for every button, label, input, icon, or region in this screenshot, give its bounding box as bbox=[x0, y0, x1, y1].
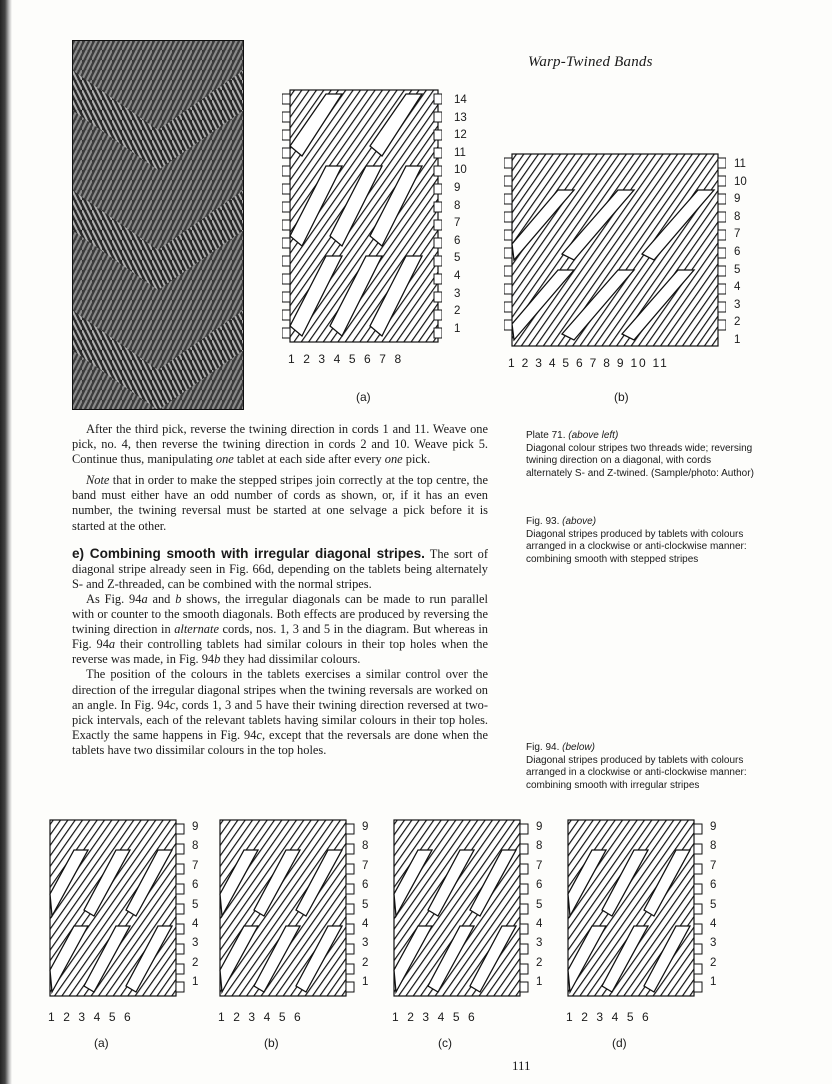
pick-number: 3 bbox=[734, 298, 741, 311]
pick-number: 5 bbox=[710, 898, 717, 911]
pick-number: 9 bbox=[192, 821, 199, 833]
pick-number: 2 bbox=[454, 305, 461, 318]
fig-94-cord-numbers: 1 2 3 4 5 6 bbox=[48, 1010, 134, 1024]
pick-number: 1 bbox=[454, 322, 461, 335]
pick-number: 3 bbox=[192, 937, 199, 950]
fig-93a-diagram bbox=[282, 86, 442, 346]
fig-94-sublabel: (d) bbox=[612, 1036, 627, 1050]
fig-94-diagram bbox=[566, 816, 706, 1000]
pick-number: 7 bbox=[734, 228, 741, 241]
pick-number: 5 bbox=[536, 898, 543, 911]
pick-number: 9 bbox=[710, 821, 717, 833]
pick-number: 10 bbox=[734, 175, 747, 188]
pick-number: 7 bbox=[710, 859, 717, 872]
fig-93b-diagram bbox=[504, 150, 726, 350]
fig-93b-pick-numbers bbox=[734, 156, 747, 350]
pick-number: 4 bbox=[536, 918, 543, 931]
paragraph: After the third pick, reverse the twining direction in cords 1 and 11. Weave one pick, no. 4, then reverse the twining direction in cords 2 and 10. Weave pick 5. Continue thus, manipulating one tablet at each side after every one pick. bbox=[72, 422, 488, 467]
paragraph: As Fig. 94a and b shows, the irregular diagonals can be made to run parallel with or counter to the smooth diagonals. Both effects are produced by reversing the twining direction in alternate cords, nos. 1, 3 and 5 in the diagram. But whereas in Fig. 94a their controlling tablets had similar colours in their top holes when the reverse was made, in Fig. 94b they had dissimilar colours. bbox=[72, 591, 489, 667]
pick-number: 12 bbox=[454, 129, 467, 142]
pick-number: 6 bbox=[710, 879, 717, 892]
pick-number: 2 bbox=[536, 956, 543, 969]
pick-number: 9 bbox=[734, 193, 741, 206]
fig-93a-cord-numbers: 1 2 3 4 5 6 7 8 bbox=[288, 352, 404, 366]
pick-number: 7 bbox=[536, 859, 543, 872]
pick-number: 6 bbox=[734, 245, 741, 258]
caption-text: Diagonal colour stripes two threads wide; reversing twining direction on a diagonal, with cords alternately S- and Z-twined. (Sample/photo: Author) bbox=[526, 442, 754, 479]
fig-93a-pick-numbers bbox=[454, 92, 467, 338]
fig-94-cord-numbers: 1 2 3 4 5 6 bbox=[218, 1010, 304, 1024]
fig-93b-sublabel: (b) bbox=[614, 390, 629, 404]
pick-number: 1 bbox=[710, 976, 717, 989]
pick-number: 7 bbox=[192, 859, 199, 872]
pick-number: 8 bbox=[734, 210, 741, 223]
pick-number: 10 bbox=[454, 164, 467, 177]
pick-number: 7 bbox=[362, 859, 369, 872]
body-text bbox=[72, 422, 488, 758]
page-number: 111 bbox=[512, 1058, 531, 1073]
pick-number: 8 bbox=[362, 840, 369, 853]
fig-94-sublabel: (c) bbox=[438, 1036, 452, 1050]
fig-93b-cord-numbers: 1 2 3 4 5 6 7 8 9 10 11 bbox=[508, 356, 669, 370]
scan-edge-shadow bbox=[0, 0, 12, 1084]
pick-number: 5 bbox=[454, 252, 461, 265]
pick-number: 2 bbox=[362, 956, 369, 969]
pick-number: 6 bbox=[192, 879, 199, 892]
paragraph: The position of the colours in the tablets exercises a similar control over the direction of the irregular diagonal stripes when the twining reversals are worked on an angle. In Fig. 94c, cords 1, 3 and 5 have their twining direction reversed at two-pick intervals, each of the relevant tablets having similar colours in their top holes. Exactly the same happens in Fig. 94c, except that the reversals are done when the tablets have two dissimilar colours in the top holes. bbox=[72, 667, 489, 757]
plate-71-photo bbox=[72, 40, 244, 410]
fig-93-caption bbox=[526, 516, 756, 566]
pick-number: 3 bbox=[710, 937, 717, 950]
pick-number: 4 bbox=[362, 918, 369, 931]
caption-text: Diagonal stripes produced by tablets with colours arranged in a clockwise or anti-clockwise manner: combining smooth with stepped stripes bbox=[526, 528, 747, 565]
caption-text: Diagonal stripes produced by tablets with colours arranged in a clockwise or anti-clockwise manner: combining smooth with irregular stripes bbox=[526, 754, 747, 791]
pick-number: 1 bbox=[536, 976, 543, 989]
paragraph: Note that in order to make the stepped stripes join correctly at the top centre, the band must either have an odd number of cords as shown, or, if it has an even number, the twining reversal must be started at one selvage a pick before it is started at the other. bbox=[72, 473, 488, 533]
pick-number: 8 bbox=[192, 840, 199, 853]
fig-94-diagram bbox=[218, 816, 358, 1000]
fig-94-cord-numbers: 1 2 3 4 5 6 bbox=[566, 1010, 652, 1024]
pick-number: 3 bbox=[536, 937, 543, 950]
fig-94-sublabel: (b) bbox=[264, 1036, 279, 1050]
fig-94-pick-numbers bbox=[362, 818, 368, 993]
pick-number: 2 bbox=[710, 956, 717, 969]
pick-number: 4 bbox=[454, 269, 461, 282]
section-heading: e) Combining smooth with irregular diagonal stripes. bbox=[72, 545, 425, 561]
pick-number: 7 bbox=[454, 217, 461, 230]
fig-94-sublabel: (a) bbox=[94, 1036, 109, 1050]
pick-number: 5 bbox=[192, 898, 199, 911]
caption-label: Fig. 94. bbox=[526, 742, 560, 753]
pick-number: 11 bbox=[454, 146, 466, 159]
caption-qualifier: (below) bbox=[562, 742, 595, 753]
fig-93a-sublabel: (a) bbox=[356, 390, 371, 404]
pick-number: 1 bbox=[362, 976, 369, 989]
pick-number: 6 bbox=[536, 879, 543, 892]
pick-number: 8 bbox=[536, 840, 543, 853]
fig-94-cord-numbers: 1 2 3 4 5 6 bbox=[392, 1010, 478, 1024]
pick-number: 5 bbox=[362, 898, 369, 911]
fig-94-pick-numbers bbox=[536, 818, 542, 993]
pick-number: 14 bbox=[454, 94, 467, 106]
pick-number: 1 bbox=[192, 976, 199, 989]
pick-number: 4 bbox=[734, 281, 741, 294]
caption-qualifier: (above left) bbox=[568, 430, 619, 441]
pick-number: 9 bbox=[454, 181, 461, 194]
woven-band-texture bbox=[72, 40, 244, 410]
fig-94-pick-numbers bbox=[192, 818, 198, 993]
caption-label: Plate 71. bbox=[526, 430, 566, 441]
pick-number: 2 bbox=[192, 956, 199, 969]
running-head: Warp-Twined Bands bbox=[528, 54, 653, 70]
pick-number: 13 bbox=[454, 111, 467, 124]
pick-number: 11 bbox=[734, 158, 746, 170]
pick-number: 4 bbox=[192, 918, 199, 931]
fig-94-diagram bbox=[392, 816, 532, 1000]
pick-number: 2 bbox=[734, 316, 741, 329]
pick-number: 3 bbox=[454, 287, 461, 300]
fig-94-pick-numbers bbox=[710, 818, 716, 993]
pick-number: 8 bbox=[710, 840, 717, 853]
fig-94-diagram bbox=[48, 816, 188, 1000]
caption-label: Fig. 93. bbox=[526, 516, 560, 527]
section-paragraph: e) Combining smooth with irregular diagonal stripes. The sort of diagonal stripe already seen in Fig. 66d, depending on the tablets being alternately S- and Z-threaded, can be combined with the normal stripes. bbox=[72, 545, 488, 591]
pick-number: 4 bbox=[710, 918, 717, 931]
pick-number: 8 bbox=[454, 199, 461, 212]
pick-number: 6 bbox=[362, 879, 369, 892]
pick-number: 1 bbox=[734, 333, 741, 346]
pick-number: 9 bbox=[536, 821, 543, 833]
pick-number: 6 bbox=[454, 234, 461, 247]
plate-71-caption bbox=[526, 430, 756, 480]
pick-number: 3 bbox=[362, 937, 369, 950]
pick-number: 5 bbox=[734, 263, 741, 276]
fig-94-caption bbox=[526, 742, 756, 792]
pick-number: 9 bbox=[362, 821, 369, 833]
caption-qualifier: (above) bbox=[562, 516, 597, 527]
